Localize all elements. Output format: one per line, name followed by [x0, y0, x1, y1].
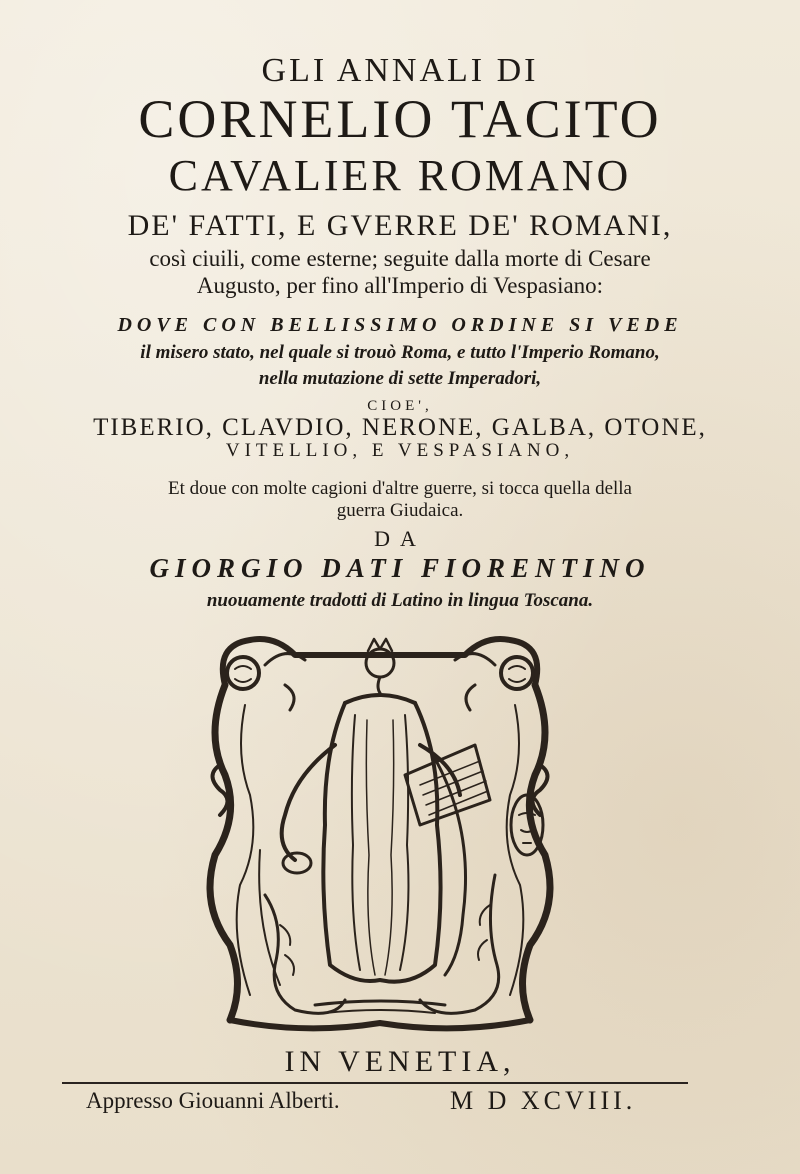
title-line-2: CORNELIO TACITO: [138, 89, 662, 149]
title-line-1: GLI ANNALI DI: [261, 52, 539, 89]
imprint-place: IN VENETIA,: [284, 1045, 516, 1078]
subtitle-line-3: Augusto, per fino all'Imperio di Vespasiano:: [196, 273, 604, 298]
description-dove: DOVE CON BELLISSIMO ORDINE SI VEDE: [117, 314, 683, 336]
subtitle-line-1: DE' FATTI, E GVERRE DE' ROMANI,: [127, 209, 673, 242]
note-line-1: Et doue con molte cagioni d'altre guerre, si tocca quella della: [168, 478, 632, 499]
author-da: DA: [374, 526, 426, 551]
note-line-2: guerra Giudaica.: [336, 500, 464, 521]
emperor-names-line-2: VITELLIO, E VESPASIANO,: [225, 440, 575, 461]
imprint-printer: Appresso Giouanni Alberti.: [86, 1088, 340, 1113]
author-name: GIORGIO DATI FIORENTINO: [149, 553, 651, 583]
description-cioe: CIOE',: [367, 398, 433, 414]
subtitle-line-2: così ciuili, come esterne; seguite dalla morte di Cesare: [149, 246, 651, 271]
title-line-3: CAVALIER ROMANO: [168, 151, 632, 200]
allegorical-figure-woodcut-icon: [205, 625, 555, 1040]
imprint-rule: [62, 1082, 688, 1084]
emperor-names-line-1: TIBERIO, CLAVDIO, NERONE, GALBA, OTONE,: [93, 414, 707, 441]
description-misero: il misero stato, nel quale si trouò Roma, e tutto l'Imperio Romano,: [140, 342, 660, 363]
description-mutazione: nella mutazione di sette Imperadori,: [258, 368, 542, 389]
imprint-year: M D XCVIII.: [450, 1086, 637, 1115]
translation-note: nuouamente tradotti di Latino in lingua Toscana.: [206, 590, 594, 611]
